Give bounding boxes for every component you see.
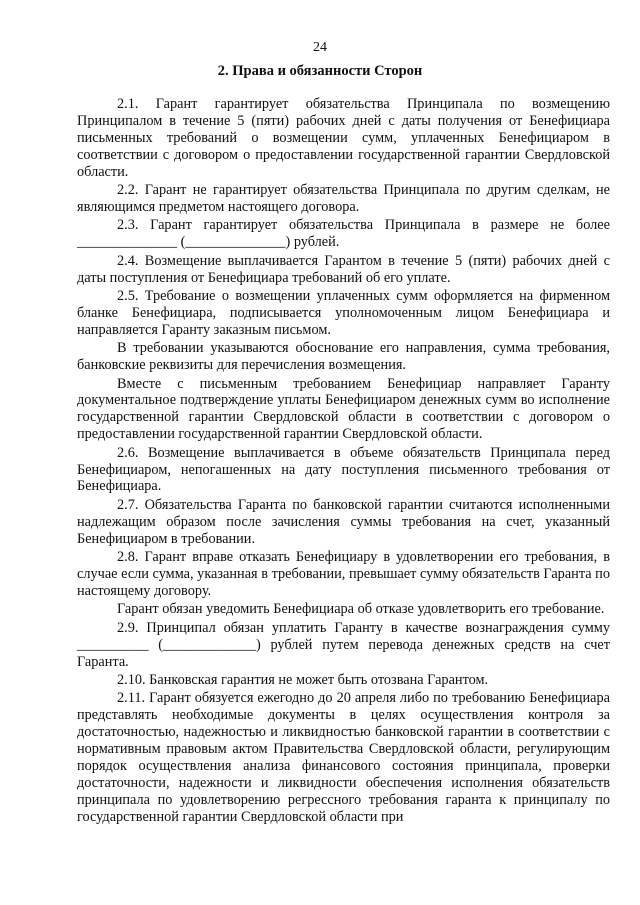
page-number: 24 [313,40,327,55]
paragraph-2-6: 2.6. Возмещение выплачивается в объеме обязательств Принципала перед Бенефициаром, непогашенных на дату поступления письменного требования от Бенефициара. [77,444,610,495]
paragraph-2-5-documents: Вместе с письменным требованием Бенефициар направляет Гаранту документальное подтверждение уплаты Бенефициаром денежных сумм во исполнение государственной гарантии Свердловской области в соответствии с договором о предоставлении государственной гарантии Свердловской области. [77,375,610,443]
paragraph-2-2: 2.2. Гарант не гарантирует обязательства Принципала по другим сделкам, не являющимся предметом настоящего договора. [77,182,610,215]
paragraph-2-7: 2.7. Обязательства Гаранта по банковской гарантии считаются исполненными надлежащим образом после зачисления суммы требования на счет, указанный Бенефициаром в требовании. [77,496,610,547]
paragraph-2-4: 2.4. Возмещение выплачивается Гарантом в течение 5 (пяти) рабочих дней с даты поступления от Бенефициара требований об его уплате. [77,252,610,286]
paragraph-2-10: 2.10. Банковская гарантия не может быть отозвана Гарантом. [117,671,489,688]
section-title: 2. Права и обязанности Сторон [217,63,423,79]
paragraph-2-11: 2.11. Гарант обязуется ежегодно до 20 апреля либо по требованию Бенефициара представлять необходимые документы в целях осуществления контроля за достаточностью, надежностью и ликвидностью банковской гарантии в соответствии с нормативным правовым актом Правительства Свердловской области, регулирующим порядок осуществления анализа финансового состояния принципала, проверки достаточности, надежности и ликвидности обеспечения исполнения обязательств принципала по удовлетворению регрессного требования гаранта к принципалу по государственной гарантии Свердловской области при [77,690,610,825]
paragraph-2-5-requirements: В требовании указываются обоснование его направления, сумма требования, банковские реквизиты для перечисления возмещения. [77,340,610,374]
paragraph-2-8: 2.8. Гарант вправе отказать Бенефициару в удовлетворении его требования, в случае если сумма, указанная в требовании, превышает сумму обязательств Гаранта по настоящему договору. [77,549,610,599]
document-body [77,96,610,827]
paragraph-2-9: 2.9. Принципал обязан уплатить Гаранту в качестве вознаграждения сумму __________ (_____________) рублей путем перевода денежных средств на счет Гаранта. [77,619,610,670]
paragraph-2-8-notice: Гарант обязан уведомить Бенефициара об отказе удовлетворить его требование. [117,601,605,618]
paragraph-2-5: 2.5. Требование о возмещении уплаченных сумм оформляется на фирменном бланке Бенефициара, подписывается уполномоченным лицом Бенефициара и направляется Гаранту заказным письмом. [77,287,610,338]
paragraph-2-3: 2.3. Гарант гарантирует обязательства Принципала в размере не более ______________ (______________) рублей. [77,217,610,251]
paragraph-2-1: 2.1. Гарант гарантирует обязательства Принципала по возмещению Принципалом в течение 5 (пяти) рабочих дней с даты получения от Бенефициара письменных требований о возмещении сумм, уплаченных Бенефициаром в соответствии с договором о предоставлении государственной гарантии Свердловской области. [77,96,610,180]
